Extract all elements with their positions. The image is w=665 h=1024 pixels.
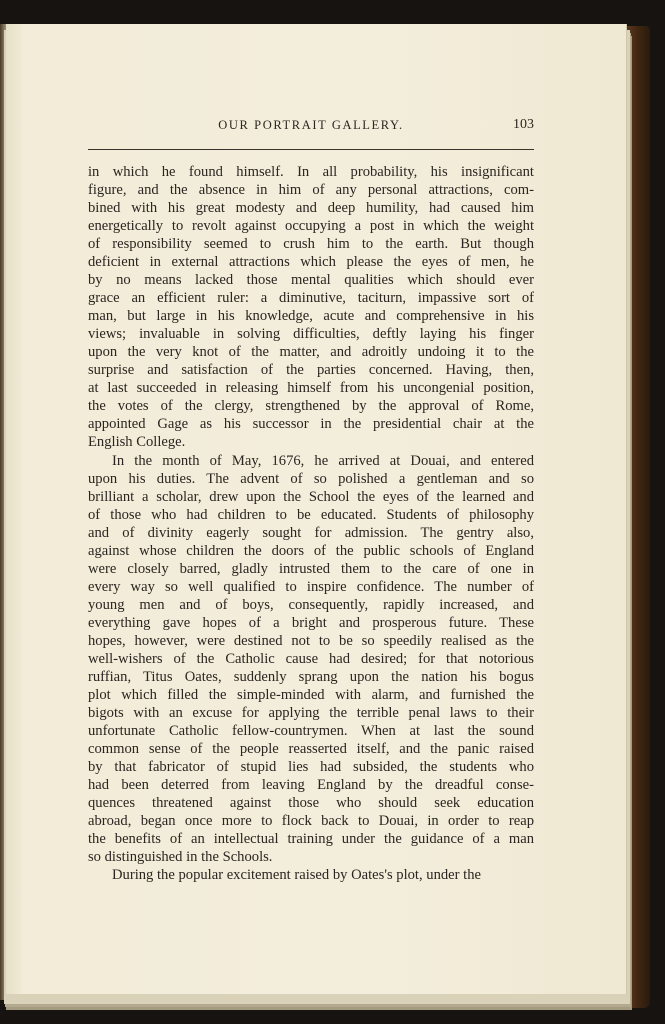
text-line: at last succeeded in releasing himself from his uncongenial position,	[88, 380, 534, 397]
paragraph-last-line: so distinguished in the Schools.	[88, 849, 273, 866]
body-text	[88, 163, 534, 884]
text-line: upon the very knot of the matter, and adroitly undoing it to the	[88, 344, 534, 361]
text-line: brilliant a scholar, drew upon the School the eyes of the learned and	[88, 488, 534, 505]
text-line: against whose children the doors of the public schools of England	[88, 542, 534, 559]
text-line: everything gave hopes of a bright and prosperous future. These	[88, 614, 534, 631]
text-line: abroad, began once more to flock back to Douai, in order to reap	[88, 813, 534, 830]
text-line: of responsibility seemed to crush him to the earth. But though	[88, 236, 534, 253]
text-line: every way so well qualified to inspire confidence. The number of	[88, 578, 534, 595]
text-line: the votes of the clergy, strengthened by the approval of Rome,	[88, 398, 534, 415]
running-head-title: OUR PORTRAIT GALLERY.	[218, 118, 404, 132]
text-line: the benefits of an intellectual training under the guidance of a man	[88, 831, 534, 848]
text-line: common sense of the people reasserted itself, and the panic raised	[88, 741, 534, 757]
header-rule	[88, 149, 534, 150]
text-line: by that fabricator of stupid lies had subsided, the students who	[88, 759, 534, 776]
paragraph-first-line: In the month of May, 1676, he arrived at Douai, and entered	[112, 452, 534, 469]
text-line: man, but large in his knowledge, acute and comprehensive in his	[88, 308, 534, 325]
text-line: energetically to revolt against occupying a post in which the weight	[88, 218, 534, 235]
paragraph-first-line: During the popular excitement raised by Oates's plot, under the	[112, 867, 481, 884]
text-line: ruffian, Titus Oates, suddenly sprang upon the nation his bogus	[88, 668, 534, 685]
text-line: by no means lacked those mental qualities which should ever	[88, 272, 534, 289]
text-line: grace an efficient ruler: a diminutive, taciturn, impassive sort of	[88, 290, 534, 307]
text-line: unfortunate Catholic fellow-countrymen. When at last the sound	[88, 722, 534, 739]
text-line: surprise and satisfaction of the parties concerned. Having, then,	[88, 362, 534, 379]
page-number: 103	[513, 117, 534, 132]
text-line: quences threatened against those who should seek education	[88, 795, 534, 812]
text-line: bigots with an excuse for applying the terrible penal laws to their	[88, 704, 534, 721]
text-line: well-wishers of the Catholic cause had desired; for that notorious	[88, 650, 534, 667]
text-line: views; invaluable in solving difficulties, deftly laying his finger	[88, 326, 534, 343]
text-line: in which he found himself. In all probability, his insignificant	[88, 164, 534, 180]
text-line: plot which filled the simple-minded with alarm, and furnished the	[88, 686, 534, 703]
text-line: deficient in external attractions which please the eyes of men, he	[88, 254, 534, 271]
paragraph-last-line: English College.	[88, 434, 186, 451]
text-line: bined with his great modesty and deep humility, had caused him	[88, 200, 534, 217]
text-line: young men and of boys, consequently, rapidly increased, and	[88, 596, 534, 613]
text-line: had been deterred from leaving England by the dreadful conse-	[88, 777, 534, 794]
text-line: figure, and the absence in him of any personal attractions, com-	[88, 182, 534, 199]
text-line: appointed Gage as his successor in the presidential chair at the	[88, 416, 534, 433]
text-line: of those who had children to be educated. Students of philosophy	[88, 506, 534, 523]
text-line: were closely barred, gladly intrusted them to the care of one in	[88, 560, 534, 577]
text-line: upon his duties. The advent of so polished a gentleman and so	[88, 470, 534, 487]
running-head	[88, 118, 534, 140]
text-line: and of divinity eagerly sought for admission. The gentry also,	[88, 524, 534, 541]
text-line: hopes, however, were destined not to be so speedily realised as the	[88, 632, 534, 649]
